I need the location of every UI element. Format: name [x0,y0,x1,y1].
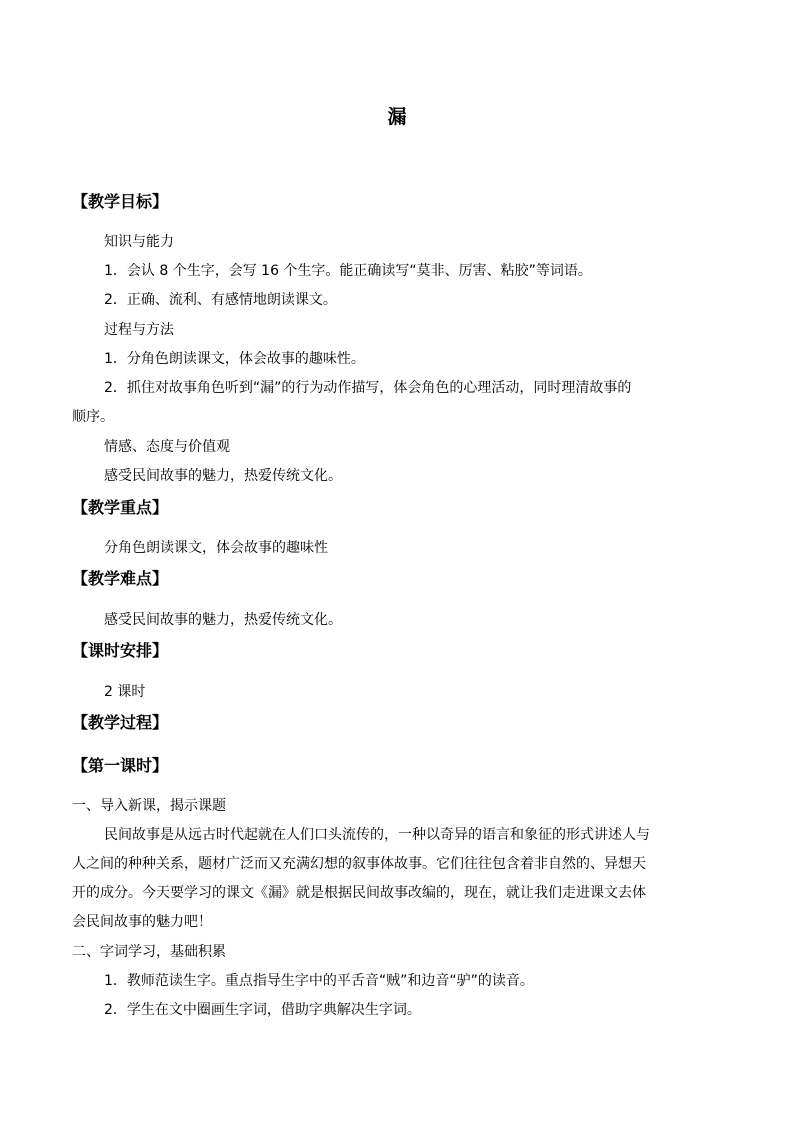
goals-item-1: 1．会认 8 个生字，会写 16 个生字。能正确读写“莫非、厉害、粘胶”等词语。 [104,263,592,279]
goals-item-4-line-2: 顺序。 [72,409,114,425]
section-heading-key: 【教学重点】 [72,498,169,517]
goals-subheading-process: 过程与方法 [104,322,174,338]
lesson1-item-1: 1．教师范读生字。重点指导生字中的平舌音“贼”和边音“驴”的读音。 [104,973,534,989]
goals-item-3: 1．分角色朗读课文，体会故事的趣味性。 [104,351,365,367]
lesson1-paragraph-line-3: 开的成分。今天要学习的课文《漏》就是根据民间故事改编的，现在，就让我们走进课文去体 [72,885,646,901]
section-heading-process: 【教学过程】 [72,713,169,732]
section-heading-schedule: 【课时安排】 [72,641,169,660]
goals-subheading-knowledge: 知识与能力 [104,234,174,250]
lesson1-item-2: 2．学生在文中圈画生字词，借助字典解决生字词。 [104,1002,421,1018]
lesson1-paragraph-line-2: 人之间的种种关系，题材广泛而又充满幻想的叙事体故事。它们往往包含着非自然的、异想天 [72,856,646,872]
schedule-text: 2 课时 [104,684,146,700]
goals-item-2: 2．正确、流利、有感情地朗读课文。 [104,292,337,308]
section-heading-goals: 【教学目标】 [72,192,169,211]
goals-subheading-emotion: 情感、态度与价值观 [104,439,230,455]
section-heading-difficulty: 【教学难点】 [72,569,169,588]
goals-item-4-line-1: 2．抓住对故事角色听到“漏”的行为动作描写，体会角色的心理活动，同时理清故事的 [104,380,632,396]
lesson1-step-1: 一、导入新课，揭示课题 [72,798,226,814]
goals-item-5: 感受民间故事的魅力，热爱传统文化。 [104,468,342,484]
page-title: 漏 [387,106,407,128]
key-text: 分角色朗读课文，体会故事的趣味性 [104,540,328,556]
difficulty-text: 感受民间故事的魅力，热爱传统文化。 [104,612,342,628]
lesson1-paragraph-line-4: 会民间故事的魅力吧！ [72,914,212,930]
lesson1-step-2: 二、字词学习，基础积累 [72,944,226,960]
section-heading-lesson-1: 【第一课时】 [72,756,169,775]
lesson1-paragraph-line-1: 民间故事是从远古时代起就在人们口头流传的，一种以奇异的语言和象征的形式讲述人与 [104,827,650,843]
